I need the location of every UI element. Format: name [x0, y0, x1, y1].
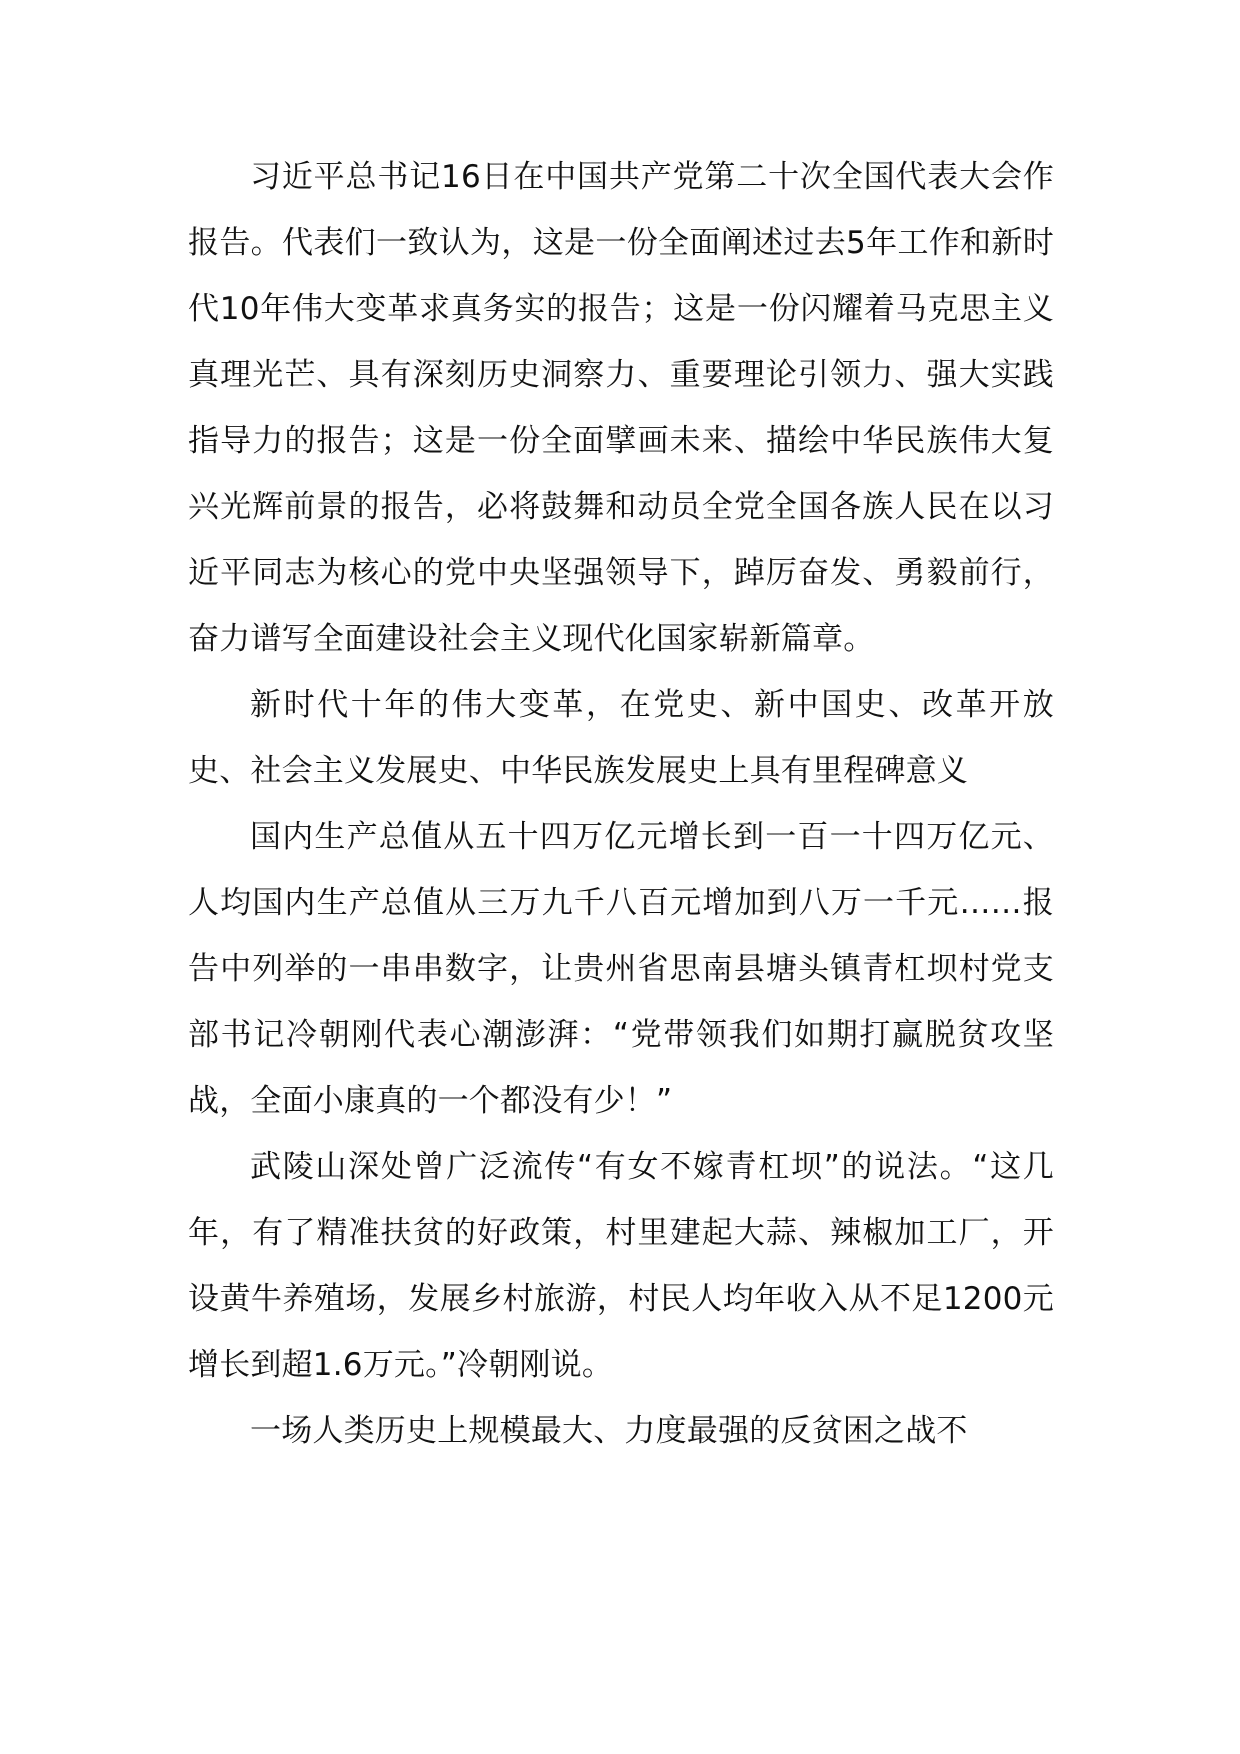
article-body [188, 144, 1054, 1464]
paragraph-milestone-heading: 新时代十年的伟大变革，在党史、新中国史、改革开放史、社会主义发展史、中华民族发展史上具有里程碑意义 [188, 687, 1054, 789]
paragraph-qinggangba-village: 武陵山深处曾广泛流传“有女不嫁青杠坝”的说法。“这几年，有了精准扶贫的好政策，村里建起大蒜、辣椒加工厂，开设黄牛养殖场，发展乡村旅游，村民人均年收入从不足1200元增长到超1.6万元。”冷朝刚说。 [188, 1149, 1054, 1383]
paragraph-gdp-growth: 国内生产总值从五十四万亿元增长到一百一十四万亿元、人均国内生产总值从三万九千八百元增加到八万一千元……报告中列举的一串串数字，让贵州省思南县塘头镇青杠坝村党支部书记冷朝刚代表心潮澎湃：“党带领我们如期打赢脱贫攻坚战，全面小康真的一个都没有少！” [188, 819, 1054, 1119]
paragraph-report-summary: 习近平总书记16日在中国共产党第二十次全国代表大会作报告。代表们一致认为，这是一份全面阐述过去5年工作和新时代10年伟大变革求真务实的报告；这是一份闪耀着马克思主义真理光芒、具有深刻历史洞察力、重要理论引领力、强大实践指导力的报告；这是一份全面擘画未来、描绘中华民族伟大复兴光辉前景的报告，必将鼓舞和动员全党全国各族人民在以习近平同志为核心的党中央坚强领导下，踔厉奋发、勇毅前行，奋力谱写全面建设社会主义现代化国家崭新篇章。 [188, 159, 1054, 657]
paragraph-anti-poverty-battle: 一场人类历史上规模最大、力度最强的反贫困之战不 [250, 1413, 968, 1449]
